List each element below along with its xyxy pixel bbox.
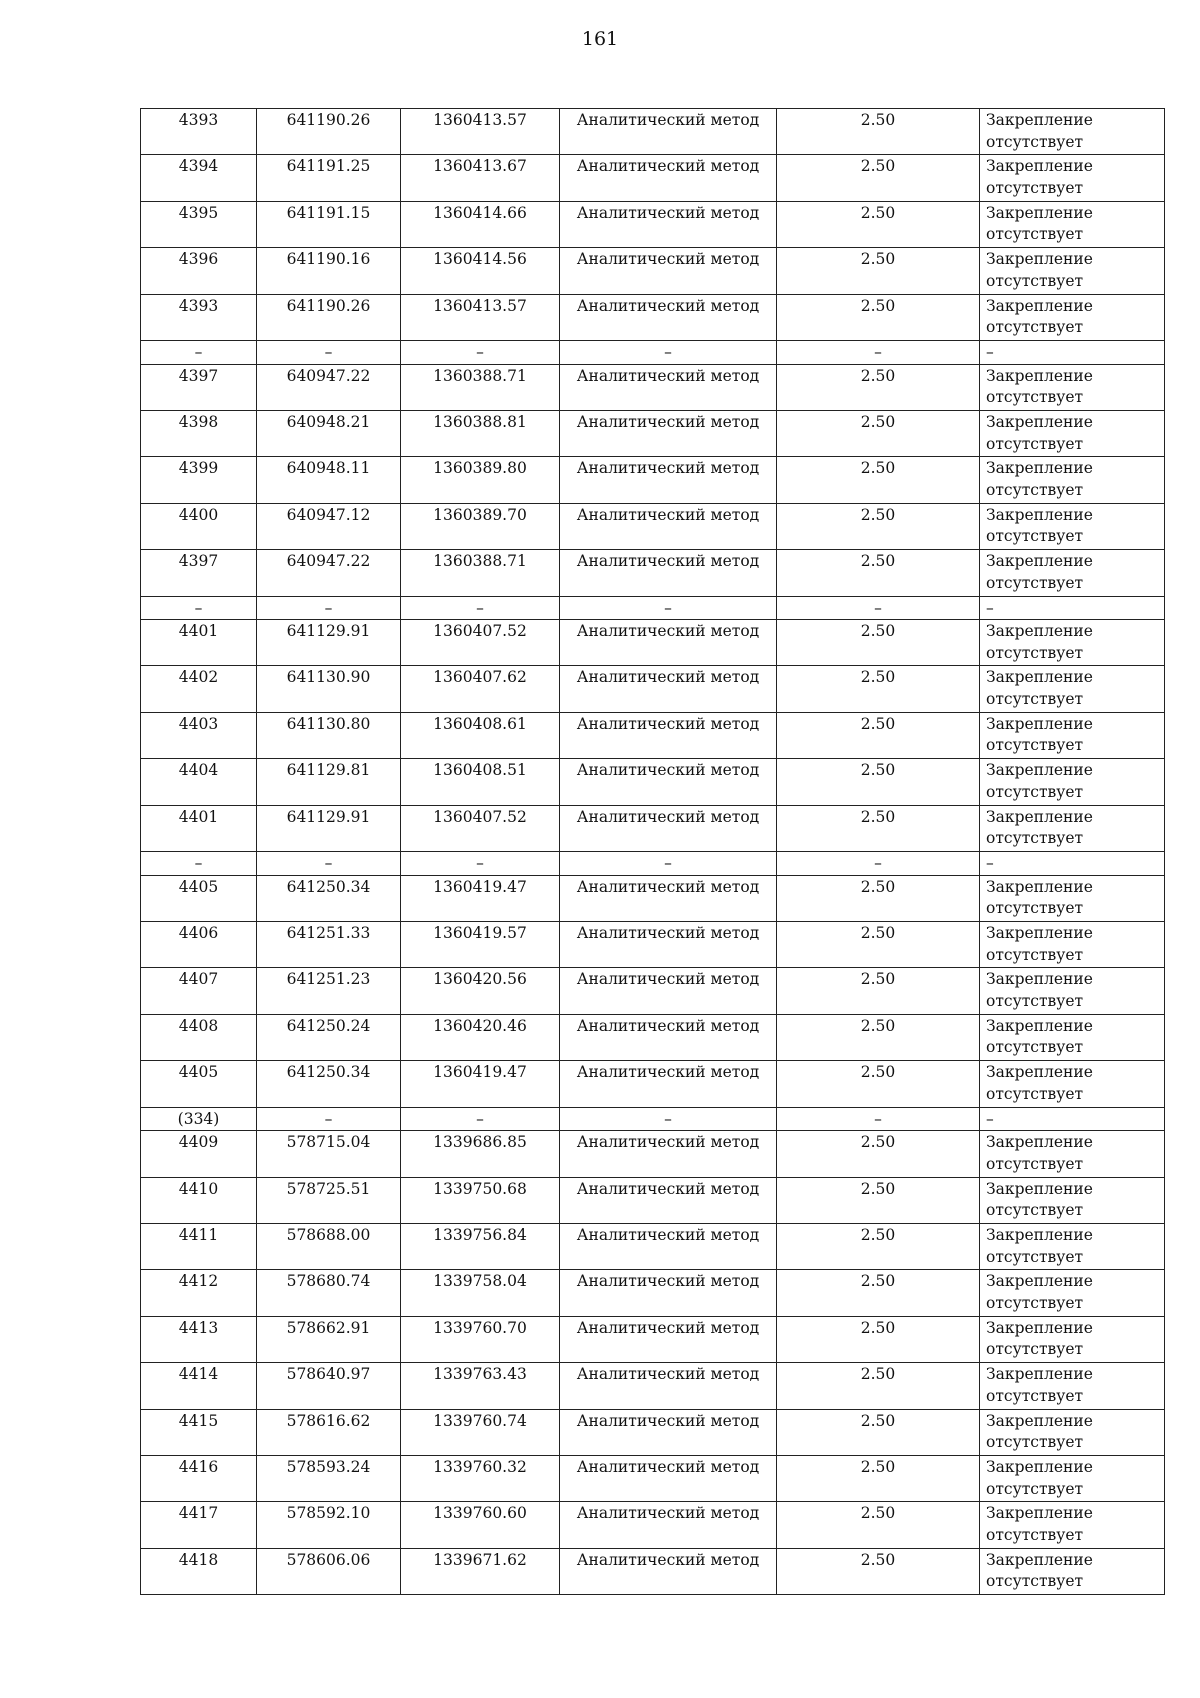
x-coordinate-cell: 578662.91 bbox=[257, 1316, 401, 1362]
precision-cell: 2.50 bbox=[777, 155, 980, 201]
y-coordinate-cell: 1360420.46 bbox=[401, 1014, 560, 1060]
y-coordinate-cell: 1339671.62 bbox=[401, 1548, 560, 1594]
precision-cell: – bbox=[777, 596, 980, 620]
y-coordinate-cell: 1360414.56 bbox=[401, 248, 560, 294]
table-row bbox=[141, 1014, 1165, 1060]
y-coordinate-cell: 1360419.47 bbox=[401, 1061, 560, 1107]
fixation-cell: – bbox=[980, 596, 1165, 620]
y-coordinate-cell: 1339750.68 bbox=[401, 1177, 560, 1223]
method-cell: Аналитический метод bbox=[560, 1548, 777, 1594]
precision-cell: 2.50 bbox=[777, 1363, 980, 1409]
y-coordinate-cell: 1360413.57 bbox=[401, 294, 560, 340]
method-cell: Аналитический метод bbox=[560, 1455, 777, 1501]
x-coordinate-cell: 578592.10 bbox=[257, 1502, 401, 1548]
table-row bbox=[141, 294, 1165, 340]
method-cell: Аналитический метод bbox=[560, 922, 777, 968]
fixation-cell: Закрепление отсутствует bbox=[980, 666, 1165, 712]
table-row bbox=[141, 1502, 1165, 1548]
point-number-cell: 4393 bbox=[141, 109, 257, 155]
point-number-cell: 4402 bbox=[141, 666, 257, 712]
table-row bbox=[141, 410, 1165, 456]
method-cell: Аналитический метод bbox=[560, 1270, 777, 1316]
method-cell: – bbox=[560, 596, 777, 620]
x-coordinate-cell: 578725.51 bbox=[257, 1177, 401, 1223]
y-coordinate-cell: 1360407.52 bbox=[401, 805, 560, 851]
point-number-cell: 4398 bbox=[141, 410, 257, 456]
y-coordinate-cell: 1360388.71 bbox=[401, 364, 560, 410]
method-cell: – bbox=[560, 852, 777, 876]
precision-cell: 2.50 bbox=[777, 1014, 980, 1060]
fixation-cell: Закрепление отсутствует bbox=[980, 922, 1165, 968]
y-coordinate-cell: 1339760.32 bbox=[401, 1455, 560, 1501]
x-coordinate-cell: 641190.26 bbox=[257, 109, 401, 155]
x-coordinate-cell: 578688.00 bbox=[257, 1223, 401, 1269]
fixation-cell: Закрепление отсутствует bbox=[980, 457, 1165, 503]
point-number-cell: 4412 bbox=[141, 1270, 257, 1316]
point-number-cell: 4393 bbox=[141, 294, 257, 340]
precision-cell: 2.50 bbox=[777, 1316, 980, 1362]
table-row bbox=[141, 1177, 1165, 1223]
y-coordinate-cell: 1360413.57 bbox=[401, 109, 560, 155]
method-cell: Аналитический метод bbox=[560, 805, 777, 851]
coordinates-table bbox=[140, 108, 1165, 1595]
fixation-cell: Закрепление отсутствует bbox=[980, 1548, 1165, 1594]
method-cell: Аналитический метод bbox=[560, 294, 777, 340]
point-number-cell: 4416 bbox=[141, 1455, 257, 1501]
precision-cell: 2.50 bbox=[777, 294, 980, 340]
precision-cell: 2.50 bbox=[777, 1548, 980, 1594]
fixation-cell: Закрепление отсутствует bbox=[980, 294, 1165, 340]
method-cell: Аналитический метод bbox=[560, 1363, 777, 1409]
precision-cell: – bbox=[777, 852, 980, 876]
point-number-cell: 4409 bbox=[141, 1131, 257, 1177]
y-coordinate-cell: – bbox=[401, 596, 560, 620]
precision-cell: – bbox=[777, 1107, 980, 1131]
x-coordinate-cell: 640947.12 bbox=[257, 503, 401, 549]
point-number-cell: 4408 bbox=[141, 1014, 257, 1060]
y-coordinate-cell: 1339756.84 bbox=[401, 1223, 560, 1269]
point-number-cell: – bbox=[141, 852, 257, 876]
point-number-cell: – bbox=[141, 596, 257, 620]
x-coordinate-cell: 578680.74 bbox=[257, 1270, 401, 1316]
method-cell: Аналитический метод bbox=[560, 1177, 777, 1223]
y-coordinate-cell: 1360388.71 bbox=[401, 550, 560, 596]
y-coordinate-cell: 1360408.61 bbox=[401, 712, 560, 758]
coordinates-table-body bbox=[141, 109, 1165, 1595]
table-row bbox=[141, 1363, 1165, 1409]
method-cell: Аналитический метод bbox=[560, 620, 777, 666]
point-number-cell: 4405 bbox=[141, 1061, 257, 1107]
precision-cell: 2.50 bbox=[777, 875, 980, 921]
method-cell: Аналитический метод bbox=[560, 1502, 777, 1548]
y-coordinate-cell: 1360388.81 bbox=[401, 410, 560, 456]
separator-row bbox=[141, 340, 1165, 364]
point-number-cell: 4397 bbox=[141, 550, 257, 596]
table-row bbox=[141, 503, 1165, 549]
x-coordinate-cell: 641190.26 bbox=[257, 294, 401, 340]
fixation-cell: Закрепление отсутствует bbox=[980, 1409, 1165, 1455]
x-coordinate-cell: 641190.16 bbox=[257, 248, 401, 294]
y-coordinate-cell: 1339760.60 bbox=[401, 1502, 560, 1548]
y-coordinate-cell: 1339760.70 bbox=[401, 1316, 560, 1362]
table-row bbox=[141, 201, 1165, 247]
point-number-cell: (334) bbox=[141, 1107, 257, 1131]
x-coordinate-cell: 641250.24 bbox=[257, 1014, 401, 1060]
precision-cell: 2.50 bbox=[777, 759, 980, 805]
precision-cell: 2.50 bbox=[777, 1455, 980, 1501]
x-coordinate-cell: 578606.06 bbox=[257, 1548, 401, 1594]
method-cell: Аналитический метод bbox=[560, 1316, 777, 1362]
x-coordinate-cell: 641129.81 bbox=[257, 759, 401, 805]
method-cell: Аналитический метод bbox=[560, 712, 777, 758]
fixation-cell: Закрепление отсутствует bbox=[980, 875, 1165, 921]
method-cell: Аналитический метод bbox=[560, 410, 777, 456]
fixation-cell: Закрепление отсутствует bbox=[980, 805, 1165, 851]
method-cell: Аналитический метод bbox=[560, 1223, 777, 1269]
fixation-cell: Закрепление отсутствует bbox=[980, 1502, 1165, 1548]
x-coordinate-cell: 641191.25 bbox=[257, 155, 401, 201]
table-row bbox=[141, 248, 1165, 294]
precision-cell: 2.50 bbox=[777, 1177, 980, 1223]
point-number-cell: 4404 bbox=[141, 759, 257, 805]
x-coordinate-cell: 640947.22 bbox=[257, 364, 401, 410]
point-number-cell: 4397 bbox=[141, 364, 257, 410]
point-number-cell: 4396 bbox=[141, 248, 257, 294]
fixation-cell: Закрепление отсутствует bbox=[980, 968, 1165, 1014]
x-coordinate-cell: – bbox=[257, 852, 401, 876]
precision-cell: 2.50 bbox=[777, 666, 980, 712]
x-coordinate-cell: 640947.22 bbox=[257, 550, 401, 596]
x-coordinate-cell: 641251.23 bbox=[257, 968, 401, 1014]
precision-cell: 2.50 bbox=[777, 1409, 980, 1455]
x-coordinate-cell: – bbox=[257, 1107, 401, 1131]
x-coordinate-cell: 641130.80 bbox=[257, 712, 401, 758]
method-cell: Аналитический метод bbox=[560, 1409, 777, 1455]
precision-cell: 2.50 bbox=[777, 410, 980, 456]
precision-cell: 2.50 bbox=[777, 968, 980, 1014]
method-cell: Аналитический метод bbox=[560, 968, 777, 1014]
y-coordinate-cell: – bbox=[401, 1107, 560, 1131]
fixation-cell: Закрепление отсутствует bbox=[980, 155, 1165, 201]
precision-cell: 2.50 bbox=[777, 922, 980, 968]
x-coordinate-cell: 578640.97 bbox=[257, 1363, 401, 1409]
table-row bbox=[141, 457, 1165, 503]
y-coordinate-cell: 1360389.80 bbox=[401, 457, 560, 503]
precision-cell: 2.50 bbox=[777, 1061, 980, 1107]
point-number-cell: 4414 bbox=[141, 1363, 257, 1409]
separator-row bbox=[141, 596, 1165, 620]
fixation-cell: Закрепление отсутствует bbox=[980, 550, 1165, 596]
precision-cell: 2.50 bbox=[777, 1223, 980, 1269]
method-cell: Аналитический метод bbox=[560, 364, 777, 410]
table-row bbox=[141, 1131, 1165, 1177]
precision-cell: 2.50 bbox=[777, 201, 980, 247]
y-coordinate-cell: – bbox=[401, 852, 560, 876]
method-cell: Аналитический метод bbox=[560, 666, 777, 712]
fixation-cell: Закрепление отсутствует bbox=[980, 1223, 1165, 1269]
precision-cell: 2.50 bbox=[777, 1502, 980, 1548]
x-coordinate-cell: 641129.91 bbox=[257, 620, 401, 666]
point-number-cell: 4413 bbox=[141, 1316, 257, 1362]
precision-cell: 2.50 bbox=[777, 712, 980, 758]
x-coordinate-cell: 641250.34 bbox=[257, 1061, 401, 1107]
fixation-cell: Закрепление отсутствует bbox=[980, 364, 1165, 410]
x-coordinate-cell: 641129.91 bbox=[257, 805, 401, 851]
x-coordinate-cell: 578593.24 bbox=[257, 1455, 401, 1501]
point-number-cell: 4406 bbox=[141, 922, 257, 968]
point-number-cell: 4405 bbox=[141, 875, 257, 921]
x-coordinate-cell: – bbox=[257, 340, 401, 364]
table-row bbox=[141, 1409, 1165, 1455]
fixation-cell: Закрепление отсутствует bbox=[980, 248, 1165, 294]
point-number-cell: 4399 bbox=[141, 457, 257, 503]
point-number-cell: 4418 bbox=[141, 1548, 257, 1594]
fixation-cell: Закрепление отсутствует bbox=[980, 1131, 1165, 1177]
y-coordinate-cell: 1360413.67 bbox=[401, 155, 560, 201]
x-coordinate-cell: 641130.90 bbox=[257, 666, 401, 712]
x-coordinate-cell: 640948.11 bbox=[257, 457, 401, 503]
fixation-cell: – bbox=[980, 1107, 1165, 1131]
precision-cell: – bbox=[777, 340, 980, 364]
point-number-cell: 4403 bbox=[141, 712, 257, 758]
method-cell: Аналитический метод bbox=[560, 1014, 777, 1060]
fixation-cell: Закрепление отсутствует bbox=[980, 410, 1165, 456]
fixation-cell: Закрепление отсутствует bbox=[980, 712, 1165, 758]
fixation-cell: Закрепление отсутствует bbox=[980, 1014, 1165, 1060]
point-number-cell: – bbox=[141, 340, 257, 364]
table-row bbox=[141, 968, 1165, 1014]
y-coordinate-cell: 1339763.43 bbox=[401, 1363, 560, 1409]
y-coordinate-cell: 1360408.51 bbox=[401, 759, 560, 805]
table-row bbox=[141, 666, 1165, 712]
method-cell: Аналитический метод bbox=[560, 1131, 777, 1177]
table-row bbox=[141, 364, 1165, 410]
y-coordinate-cell: 1339686.85 bbox=[401, 1131, 560, 1177]
y-coordinate-cell: 1360419.57 bbox=[401, 922, 560, 968]
fixation-cell: Закрепление отсутствует bbox=[980, 201, 1165, 247]
precision-cell: 2.50 bbox=[777, 109, 980, 155]
x-coordinate-cell: 578715.04 bbox=[257, 1131, 401, 1177]
precision-cell: 2.50 bbox=[777, 805, 980, 851]
point-number-cell: 4411 bbox=[141, 1223, 257, 1269]
separator-row bbox=[141, 1107, 1165, 1131]
fixation-cell: Закрепление отсутствует bbox=[980, 503, 1165, 549]
y-coordinate-cell: 1360420.56 bbox=[401, 968, 560, 1014]
y-coordinate-cell: 1360414.66 bbox=[401, 201, 560, 247]
precision-cell: 2.50 bbox=[777, 457, 980, 503]
x-coordinate-cell: 640948.21 bbox=[257, 410, 401, 456]
precision-cell: 2.50 bbox=[777, 620, 980, 666]
fixation-cell: – bbox=[980, 340, 1165, 364]
method-cell: Аналитический метод bbox=[560, 759, 777, 805]
table-row bbox=[141, 109, 1165, 155]
point-number-cell: 4401 bbox=[141, 805, 257, 851]
table-row bbox=[141, 1548, 1165, 1594]
method-cell: – bbox=[560, 340, 777, 364]
table-row bbox=[141, 922, 1165, 968]
table-row bbox=[141, 875, 1165, 921]
x-coordinate-cell: – bbox=[257, 596, 401, 620]
method-cell: Аналитический метод bbox=[560, 503, 777, 549]
fixation-cell: Закрепление отсутствует bbox=[980, 1316, 1165, 1362]
precision-cell: 2.50 bbox=[777, 550, 980, 596]
table-row bbox=[141, 155, 1165, 201]
method-cell: Аналитический метод bbox=[560, 155, 777, 201]
table-row bbox=[141, 1455, 1165, 1501]
point-number-cell: 4417 bbox=[141, 1502, 257, 1548]
method-cell: Аналитический метод bbox=[560, 1061, 777, 1107]
x-coordinate-cell: 641191.15 bbox=[257, 201, 401, 247]
point-number-cell: 4394 bbox=[141, 155, 257, 201]
precision-cell: 2.50 bbox=[777, 248, 980, 294]
precision-cell: 2.50 bbox=[777, 1131, 980, 1177]
separator-row bbox=[141, 852, 1165, 876]
y-coordinate-cell: 1360407.62 bbox=[401, 666, 560, 712]
fixation-cell: Закрепление отсутствует bbox=[980, 620, 1165, 666]
point-number-cell: 4400 bbox=[141, 503, 257, 549]
y-coordinate-cell: 1339760.74 bbox=[401, 1409, 560, 1455]
fixation-cell: – bbox=[980, 852, 1165, 876]
table-row bbox=[141, 1270, 1165, 1316]
y-coordinate-cell: 1360419.47 bbox=[401, 875, 560, 921]
fixation-cell: Закрепление отсутствует bbox=[980, 1061, 1165, 1107]
method-cell: Аналитический метод bbox=[560, 550, 777, 596]
table-row bbox=[141, 1223, 1165, 1269]
y-coordinate-cell: – bbox=[401, 340, 560, 364]
y-coordinate-cell: 1360407.52 bbox=[401, 620, 560, 666]
method-cell: Аналитический метод bbox=[560, 201, 777, 247]
table-row bbox=[141, 1061, 1165, 1107]
precision-cell: 2.50 bbox=[777, 1270, 980, 1316]
method-cell: Аналитический метод bbox=[560, 248, 777, 294]
y-coordinate-cell: 1360389.70 bbox=[401, 503, 560, 549]
x-coordinate-cell: 578616.62 bbox=[257, 1409, 401, 1455]
fixation-cell: Закрепление отсутствует bbox=[980, 1363, 1165, 1409]
method-cell: – bbox=[560, 1107, 777, 1131]
point-number-cell: 4401 bbox=[141, 620, 257, 666]
point-number-cell: 4410 bbox=[141, 1177, 257, 1223]
point-number-cell: 4395 bbox=[141, 201, 257, 247]
method-cell: Аналитический метод bbox=[560, 457, 777, 503]
page-number: 161 bbox=[581, 28, 619, 50]
table-row bbox=[141, 759, 1165, 805]
point-number-cell: 4407 bbox=[141, 968, 257, 1014]
table-row bbox=[141, 805, 1165, 851]
precision-cell: 2.50 bbox=[777, 364, 980, 410]
fixation-cell: Закрепление отсутствует bbox=[980, 1270, 1165, 1316]
table-row bbox=[141, 1316, 1165, 1362]
x-coordinate-cell: 641251.33 bbox=[257, 922, 401, 968]
table-row bbox=[141, 620, 1165, 666]
fixation-cell: Закрепление отсутствует bbox=[980, 759, 1165, 805]
fixation-cell: Закрепление отсутствует bbox=[980, 1455, 1165, 1501]
fixation-cell: Закрепление отсутствует bbox=[980, 1177, 1165, 1223]
x-coordinate-cell: 641250.34 bbox=[257, 875, 401, 921]
y-coordinate-cell: 1339758.04 bbox=[401, 1270, 560, 1316]
method-cell: Аналитический метод bbox=[560, 875, 777, 921]
table-row bbox=[141, 550, 1165, 596]
precision-cell: 2.50 bbox=[777, 503, 980, 549]
method-cell: Аналитический метод bbox=[560, 109, 777, 155]
point-number-cell: 4415 bbox=[141, 1409, 257, 1455]
fixation-cell: Закрепление отсутствует bbox=[980, 109, 1165, 155]
table-row bbox=[141, 712, 1165, 758]
